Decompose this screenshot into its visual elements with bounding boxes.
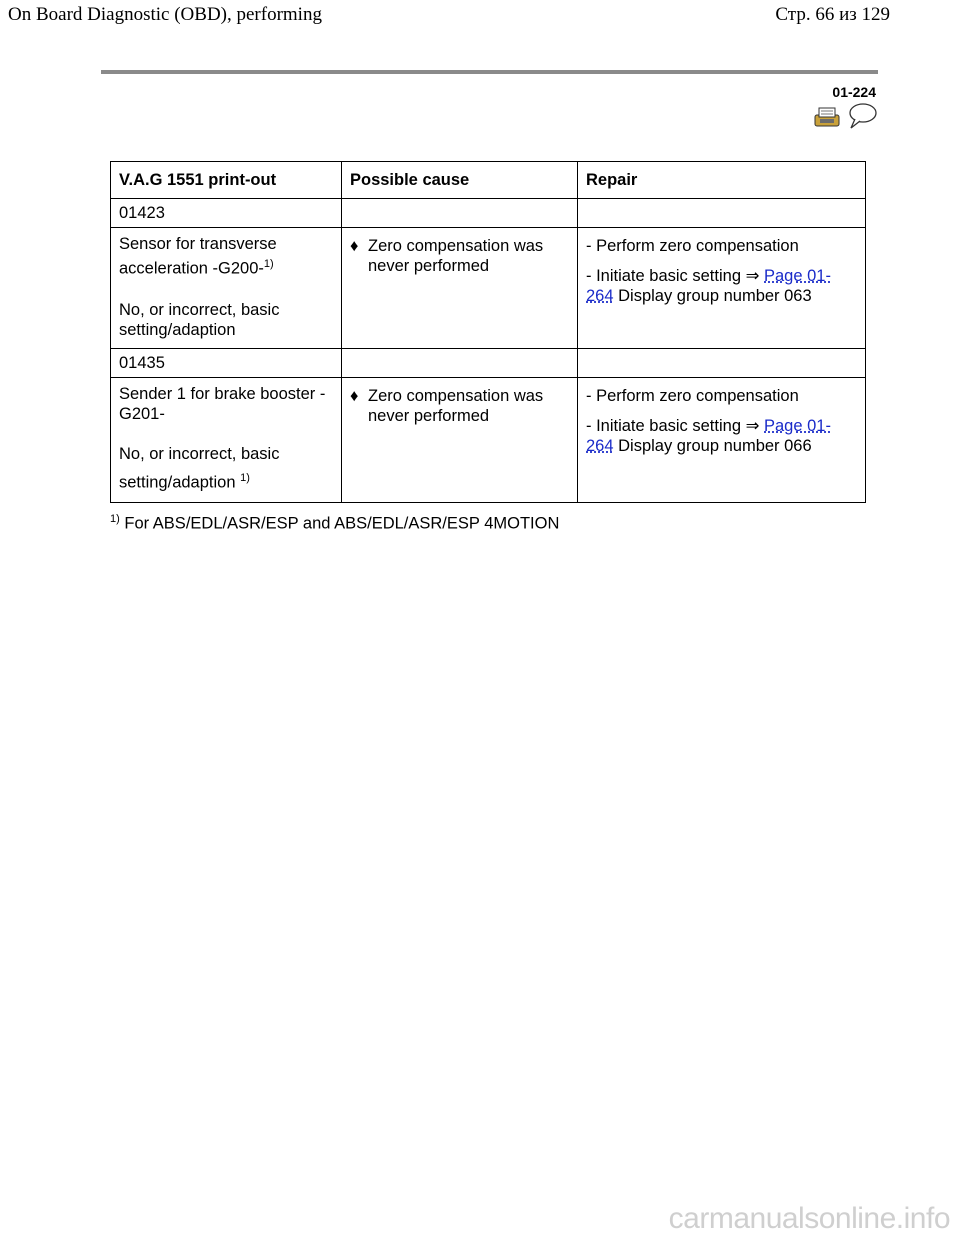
- cause-cell: [342, 228, 578, 349]
- printout-text: No, or incorrect, basic setting/adaption: [119, 300, 280, 339]
- printout-cell: [111, 377, 342, 503]
- footnote-marker: 1): [110, 513, 120, 525]
- table-row: [111, 348, 866, 377]
- cause-cell: [342, 377, 578, 503]
- table-header-row: [111, 162, 866, 199]
- page-link[interactable]: Page 01-264: [586, 416, 831, 455]
- printer-icon[interactable]: [814, 106, 840, 133]
- fault-table: [110, 161, 866, 503]
- printout-cell: [111, 228, 342, 349]
- diamond-bullet-icon: ♦: [350, 237, 359, 255]
- printout-text: No, or incorrect, basic setting/adaption: [119, 444, 280, 491]
- repair-step: [586, 416, 857, 456]
- printout-text: Sender 1 for brake booster -G201-: [119, 384, 326, 423]
- footnote: [110, 513, 559, 534]
- printout-text: acceleration -G200-: [119, 259, 264, 278]
- repair-step: [586, 266, 857, 306]
- column-header-cause: Possible cause: [342, 162, 578, 199]
- repair-step: - Perform zero compensation: [586, 237, 799, 255]
- column-header-repair: Repair: [578, 162, 866, 199]
- repair-text: - Initiate basic setting ⇒: [586, 267, 760, 285]
- empty-cell: [578, 348, 866, 377]
- cause-text: Zero compensation was never performed: [368, 237, 544, 275]
- printout-text: Sensor for transverse: [119, 235, 277, 253]
- page-code: 01-224: [832, 84, 876, 100]
- repair-step: - Perform zero compensation: [586, 386, 799, 405]
- table-row: [111, 228, 866, 349]
- empty-cell: [578, 199, 866, 228]
- fault-code: 01423: [111, 199, 342, 228]
- empty-cell: [342, 348, 578, 377]
- repair-cell: [578, 228, 866, 349]
- repair-text: Display group number 066: [618, 436, 812, 455]
- repair-text: - Initiate basic setting ⇒: [586, 416, 760, 435]
- watermark: carmanualsonline.info: [668, 1202, 950, 1235]
- document-title: On Board Diagnostic (OBD), performing: [8, 4, 322, 25]
- footnote-marker: 1): [263, 258, 274, 270]
- speech-bubble-icon[interactable]: [846, 102, 878, 135]
- table-row: [111, 377, 866, 503]
- empty-cell: [342, 199, 578, 228]
- repair-cell: [578, 377, 866, 503]
- repair-text: Display group number 063: [618, 287, 812, 305]
- column-header-printout: V.A.G 1551 print-out: [111, 162, 342, 199]
- footnote-marker: 1): [240, 471, 250, 484]
- header-divider: [101, 70, 878, 74]
- page-counter: Стр. 66 из 129: [775, 4, 890, 25]
- footnote-text: For ABS/EDL/ASR/ESP and ABS/EDL/ASR/ESP 4MOTION: [124, 514, 560, 533]
- diamond-bullet-icon: ♦: [350, 386, 359, 405]
- cause-text: Zero compensation was never performed: [368, 386, 544, 425]
- fault-code: 01435: [111, 348, 342, 377]
- page-link[interactable]: Page 01-264: [586, 267, 831, 305]
- table-row: [111, 199, 866, 228]
